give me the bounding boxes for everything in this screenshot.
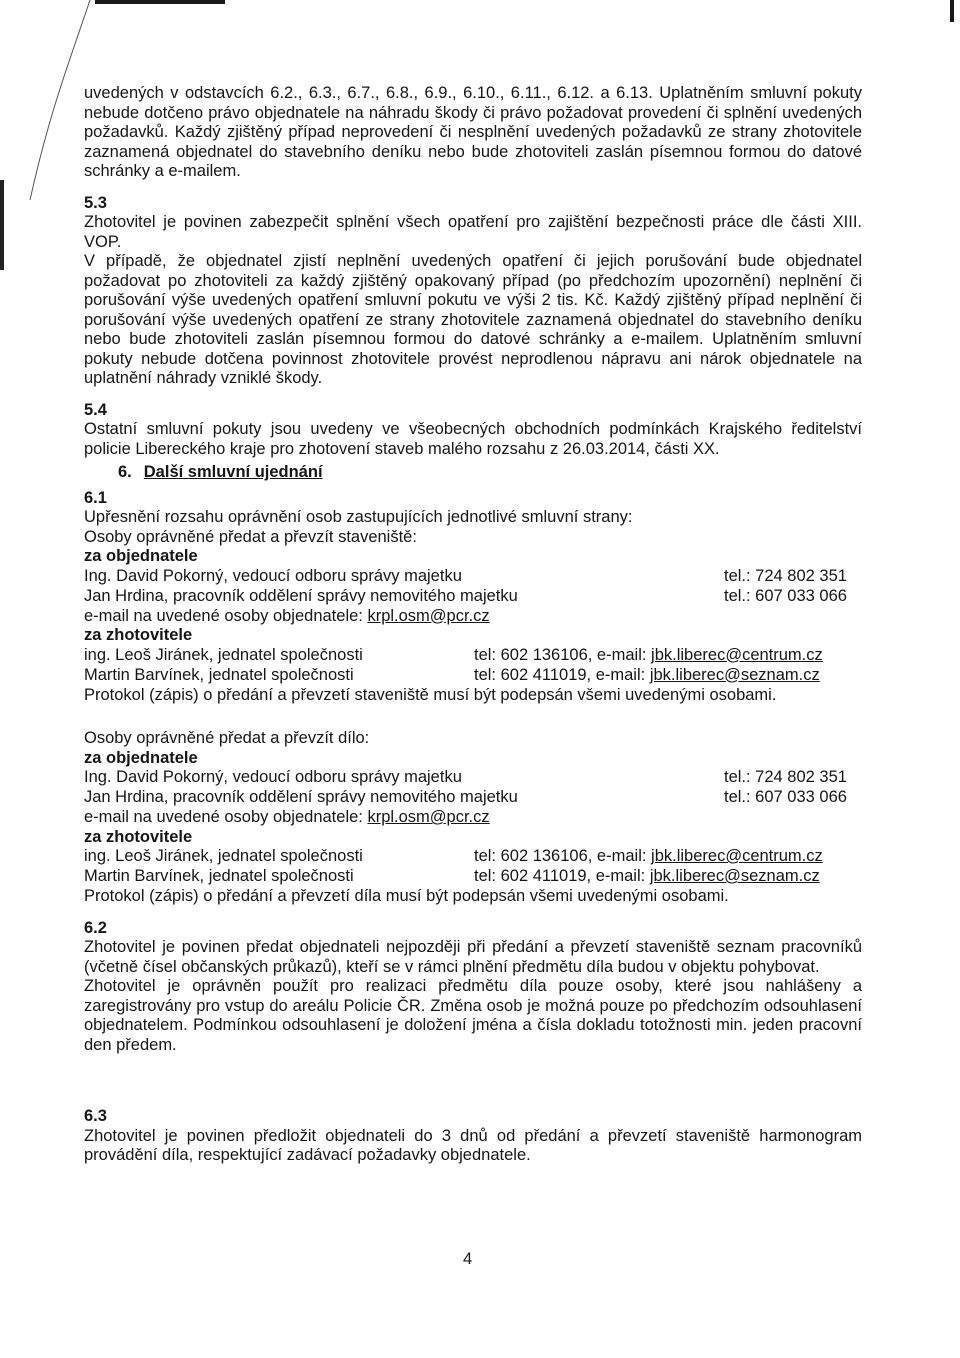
person-phone: tel.: 724 802 351 — [724, 768, 847, 786]
person-phone: tel.: 607 033 066 — [724, 586, 847, 605]
site-client-email-line — [84, 607, 862, 627]
section-6-2-paragraph-1: Zhotovitel je povinen předat objednateli nejpozději při předání a převzetí staveniště seznam pracovníků (včetně čísel občanských průkazů), kteří se v rámci plnění předmětu díla budou v objektu pohybovat. — [84, 938, 862, 976]
person-name: Jan Hrdina, pracovník oddělení správy nemovitého majetku — [84, 788, 518, 806]
contractor-email-link[interactable]: jbk.liberec@centrum.cz — [651, 847, 823, 865]
site-contractor-person — [84, 646, 862, 666]
contractor-email-link[interactable]: jbk.liberec@seznam.cz — [649, 665, 820, 684]
page-number: 4 — [463, 1250, 473, 1268]
email-prefix: e-mail na uvedené osoby objednatele: — [84, 606, 368, 625]
section-5-4-paragraph: Ostatní smluvní pokuty jsou uvedeny ve všeobecných obchodních podmínkách Krajského ředitelství policie Libereckého kraje pro zhotovení staveb malého rozsahu z 26.03.2014, části XX. — [84, 420, 862, 458]
person-phone: tel: 602 411019, e-mail: — [474, 665, 650, 684]
scan-edge-top — [95, 0, 225, 4]
site-client-person — [84, 587, 862, 607]
document-page — [84, 84, 862, 1166]
person-contact — [474, 666, 820, 686]
person-name: Ing. David Pokorný, vedoucí odboru správy majetku — [84, 768, 462, 786]
chapter-6-number: 6. — [118, 463, 132, 481]
section-6-2-number: 6.2 — [84, 918, 107, 937]
email-prefix: e-mail na uvedené osoby objednatele: — [84, 808, 368, 826]
section-5-3-paragraph-1: Zhotovitel je povinen zabezpečit splnění všech opatření pro zajištění bezpečnosti práce dle části XIII. VOP. — [84, 213, 862, 251]
section-5-3-number: 5.3 — [84, 193, 107, 212]
site-protocol-note: Protokol (zápis) o předání a převzetí staveniště musí být podepsán všemi uvedenými osobami. — [84, 685, 777, 704]
person-phone: tel: 602 136106, e-mail: — [474, 645, 652, 664]
person-name: ing. Leoš Jiránek, jednatel společnosti — [84, 645, 363, 664]
person-name: ing. Leoš Jiránek, jednatel společnosti — [84, 847, 363, 865]
work-client-person — [84, 768, 862, 788]
person-phone: tel.: 607 033 066 — [724, 788, 847, 806]
person-contact — [474, 867, 820, 887]
person-name: Jan Hrdina, pracovník oddělení správy nemovitého majetku — [84, 586, 518, 605]
work-contractor-person — [84, 867, 862, 887]
contractor-email-link[interactable]: jbk.liberec@centrum.cz — [651, 645, 823, 664]
work-handover-heading: Osoby oprávněné předat a převzít dílo: — [84, 729, 370, 747]
person-phone: tel: 602 411019, e-mail: — [474, 867, 650, 885]
person-phone: tel: 602 136106, e-mail: — [474, 847, 652, 865]
person-name: Martin Barvínek, jednatel společnosti — [84, 665, 354, 684]
work-client-email-line — [84, 808, 862, 828]
section-5-3-paragraph-2: V případě, že objednatel zjistí neplnění uvedených opatření či jejich porušování bude objednatel požadovat po zhotoviteli za každý zjištěný opakovaný případ (po předchozím upozornění) neplnění či porušování výše uvedených opatření smluvní pokutu ve výši 2 tis. Kč. Každý zjištěný případ neplnění či porušování výše uvedených opatření ze strany zhotovitele zaznamená objednatel do stavebního deníku nebo bude zhotoviteli zaslán písemnou formou do datové schránky a e-mailem. Uplatněním smluvní pokuty nebude dotčena povinnost zhotovitele provést neprodlenou nápravu ani nárok objednatele na uplatnění náhrady vzniklé škody. — [84, 252, 862, 387]
person-phone: tel.: 724 802 351 — [724, 566, 847, 585]
client-email-link[interactable]: krpl.osm@pcr.cz — [367, 606, 490, 625]
work-client-label: za objednatele — [84, 748, 198, 767]
site-handover-heading: Osoby oprávněné předat a převzít staveniště: — [84, 527, 417, 546]
section-6-3-paragraph: Zhotovitel je povinen předložit objednateli do 3 dnů od předání a převzetí staveniště harmonogram provádění díla, respektující zadávací požadavky objednatele. — [84, 1126, 862, 1164]
contractor-email-link[interactable]: jbk.liberec@seznam.cz — [649, 867, 820, 885]
site-client-label: za objednatele — [84, 547, 198, 565]
client-email-link[interactable]: krpl.osm@pcr.cz — [367, 808, 490, 826]
work-protocol-note: Protokol (zápis) o předání a převzetí díla musí být podepsán všemi uvedenými osobami. — [84, 887, 729, 905]
chapter-6-title: Další smluvní ujednání — [143, 463, 323, 481]
section-5-4-number: 5.4 — [84, 400, 107, 419]
person-name: Ing. David Pokorný, vedoucí odboru správy majetku — [84, 566, 462, 585]
chapter-6-heading — [118, 463, 862, 483]
work-handover-block — [84, 729, 862, 907]
intro-paragraph: uvedených v odstavcích 6.2., 6.3., 6.7., 6.8., 6.9., 6.10., 6.11., 6.12. a 6.13. Uplatněním smluvní pokuty nebude dotčeno právo objednatele na náhradu škody či právo požadovat provedení či splnění uvedených požadavků. Každý zjištěný případ neprovedení či nesplnění uvedených požadavků ze strany zhotovitele zaznamená objednatel do stavebního deníku nebo bude zhotoviteli zaslán písemnou formou do datové schránky a e-mailem. — [84, 84, 862, 180]
site-client-person — [84, 567, 862, 587]
person-name: Martin Barvínek, jednatel společnosti — [84, 867, 354, 885]
work-contractor-person — [84, 847, 862, 867]
site-contractor-label: za zhotovitele — [84, 626, 193, 644]
section-6-1-intro: Upřesnění rozsahu oprávnění osob zastupujících jednotlivé smluvní strany: — [84, 508, 633, 526]
site-contractor-person — [84, 666, 862, 686]
work-contractor-label: za zhotovitele — [84, 827, 193, 846]
scan-edge-right — [950, 0, 954, 22]
section-6-1-number: 6.1 — [84, 488, 107, 507]
section-6-2-paragraph-2: Zhotovitel je oprávněn použít pro realizaci předmětu díla pouze osoby, které jsou nahlášeny a zaregistrovány pro vstup do areálu Policie ČR. Změna osob je možná pouze po předchozím odsouhlasení objednatelem. Podmínkou odsouhlasení je doložení jména a čísla dokladu totožnosti min. jeden pracovní den předem. — [84, 977, 862, 1054]
section-6-3-number: 6.3 — [84, 1107, 107, 1125]
site-handover-block — [84, 528, 862, 706]
work-client-person — [84, 788, 862, 808]
scan-edge-left — [0, 180, 4, 270]
person-contact — [474, 646, 823, 666]
person-contact — [474, 847, 823, 867]
